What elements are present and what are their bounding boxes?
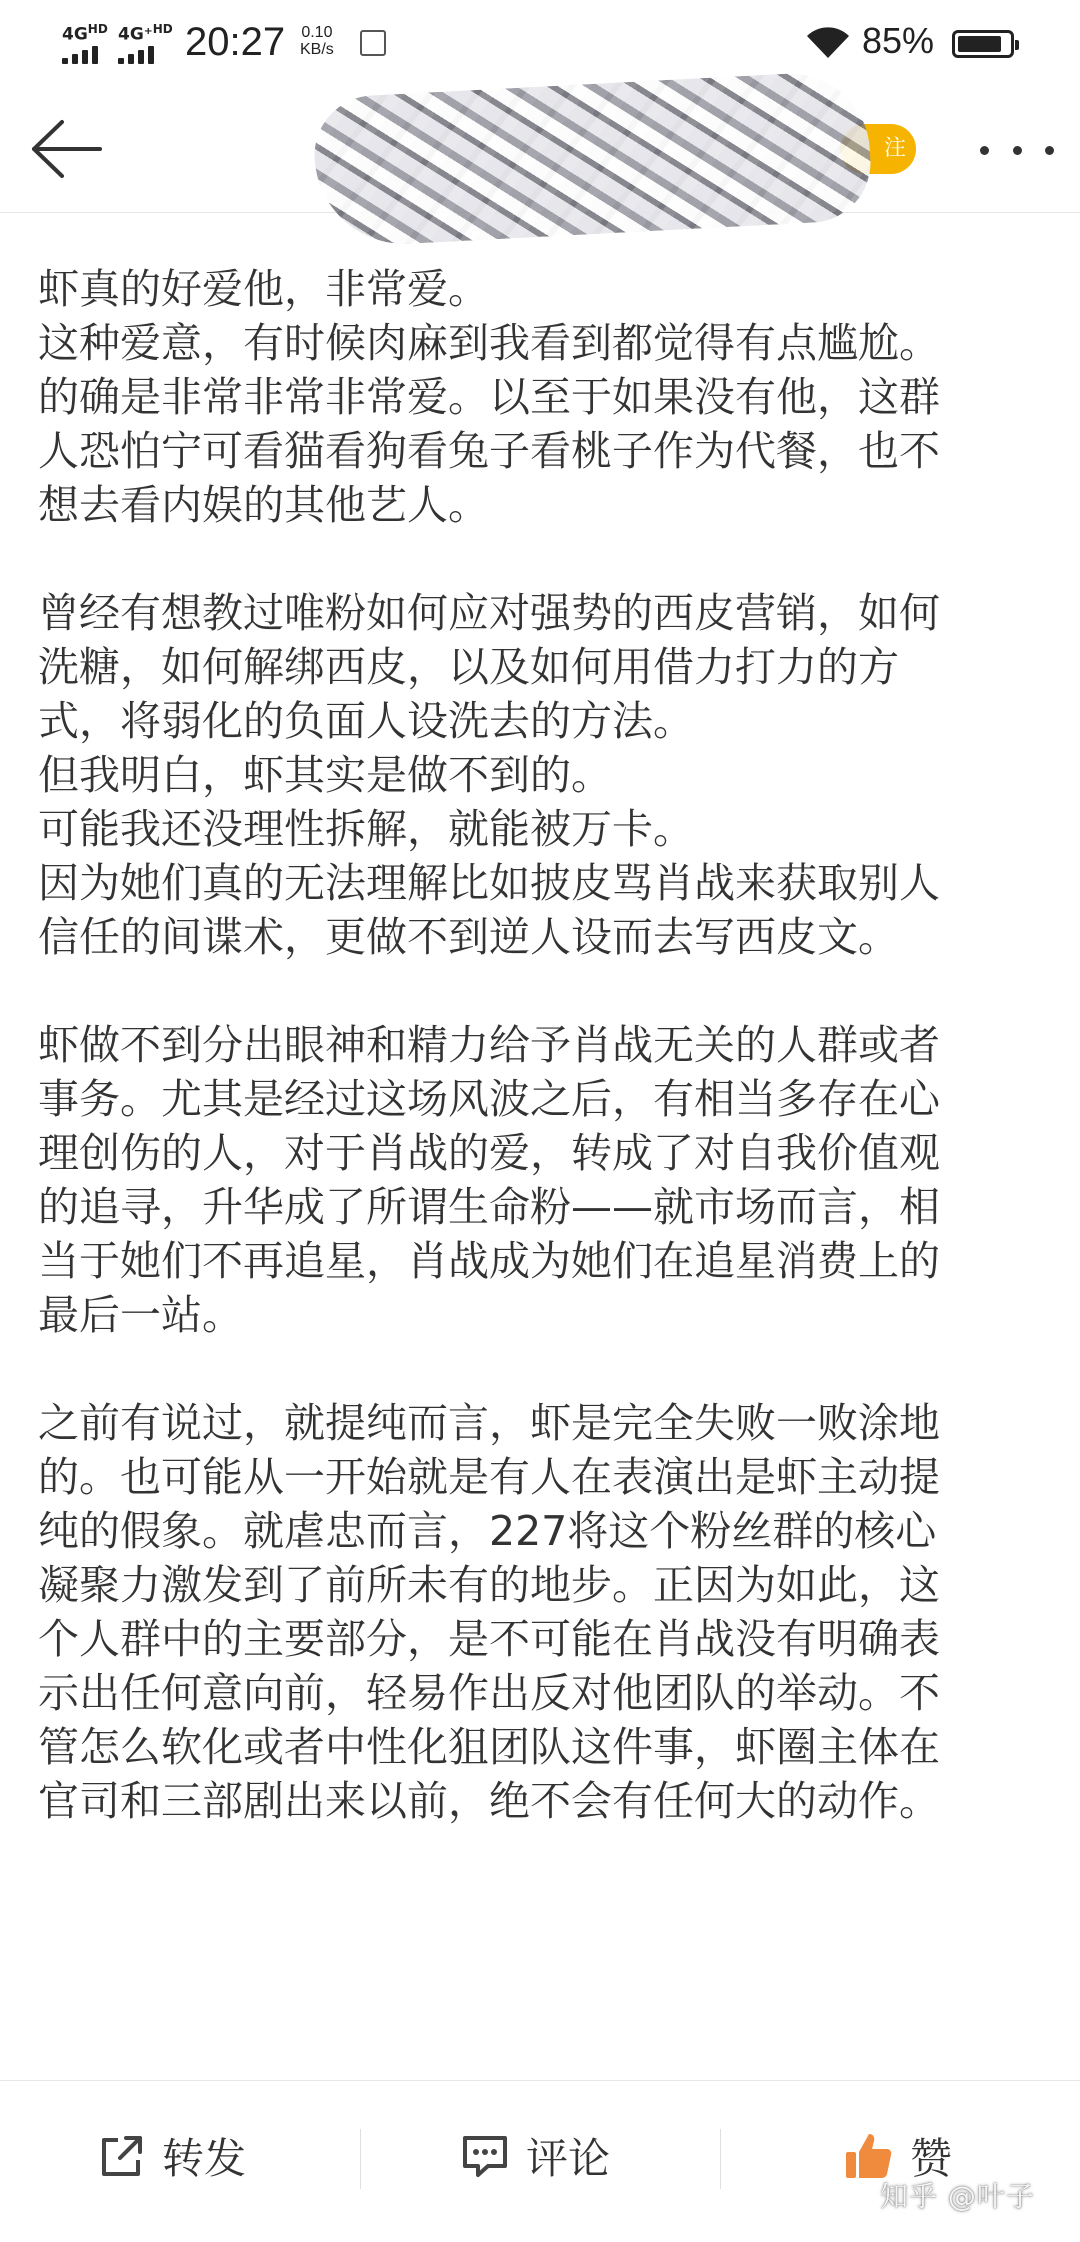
comment-button[interactable]	[460, 2121, 610, 2191]
text-line: 人恐怕宁可看猫看狗看兔子看桃子作为代餐，也不	[38, 427, 940, 475]
signal-indicator-2	[118, 20, 173, 64]
text-line: 凝聚力激发到了前所未有的地步。正因为如此，这	[38, 1561, 940, 1609]
network-type-2: 4G⁺	[118, 24, 153, 45]
dot-icon	[980, 146, 989, 155]
back-button[interactable]	[26, 114, 106, 184]
text-line: 的追寻，升华成了所谓生命粉——就市场而言，相	[38, 1183, 940, 1231]
network-speed-unit: KB/s	[300, 41, 334, 58]
text-line: 因为她们真的无法理解比如披皮骂肖战来获取别人	[38, 859, 940, 907]
text-line: 想去看内娱的其他艺人。	[38, 481, 489, 529]
network-hd-2: HD	[152, 22, 173, 36]
paragraph-4	[38, 1396, 1048, 1828]
dot-icon	[1013, 146, 1022, 155]
text-line: 虾做不到分出眼神和精力给予肖战无关的人群或者	[38, 1021, 940, 1069]
text-line: 最后一站。	[38, 1291, 243, 1339]
repost-label: 转发	[162, 2134, 247, 2183]
follow-button[interactable]: 注	[840, 124, 916, 174]
battery-icon	[952, 30, 1014, 58]
comment-icon	[460, 2132, 510, 2180]
network-type-1: 4G	[62, 24, 88, 45]
text-line: 之前有说过，就提纯而言，虾是完全失败一败涂地	[38, 1399, 940, 1447]
bottom-action-bar	[0, 2080, 1080, 2242]
status-time: 20:27	[185, 20, 286, 64]
paragraph-2	[38, 586, 1048, 964]
signal-bars-icon	[62, 46, 98, 64]
battery-fill	[958, 36, 1001, 52]
signal-bars-icon	[118, 46, 154, 64]
battery-percent: 85%	[862, 20, 935, 61]
text-line: 洗糖，如何解绑西皮，以及如何用借力打力的方	[38, 643, 899, 691]
comment-label: 评论	[526, 2134, 611, 2183]
text-line: 当于她们不再追星，肖战成为她们在追星消费上的	[38, 1237, 940, 1285]
share-icon	[98, 2132, 146, 2180]
text-line: 官司和三部剧出来以前，绝不会有任何大的动作。	[38, 1777, 940, 1825]
text-line: 示出任何意向前，轻易作出反对他团队的举动。不	[38, 1669, 940, 1717]
text-line: 理创伤的人，对于肖战的爱，转成了对自我价值观	[38, 1129, 940, 1177]
censored-profile-area	[311, 70, 873, 249]
text-line: 事务。尤其是经过这场风波之后，有相当多存在心	[38, 1075, 940, 1123]
network-speed	[300, 24, 334, 58]
more-options-button[interactable]	[972, 130, 1062, 170]
signal-indicator-1	[62, 20, 108, 64]
divider	[360, 2129, 361, 2189]
network-hd-1: HD	[87, 22, 108, 36]
text-line: 式，将弱化的负面人设洗去的方法。	[38, 697, 694, 745]
like-label: 赞	[910, 2134, 953, 2183]
text-line: 纯的假象。就虐忠而言，227将这个粉丝群的核心	[38, 1507, 937, 1555]
repost-button[interactable]	[98, 2121, 246, 2191]
text-line: 但我明白，虾其实是做不到的。	[38, 751, 612, 799]
text-line: 曾经有想教过唯粉如何应对强势的西皮营销，如何	[38, 589, 940, 637]
text-line: 个人群中的主要部分，是不可能在肖战没有明确表	[38, 1615, 940, 1663]
paragraph-3	[38, 1018, 1048, 1342]
text-line: 信任的间谍术，更做不到逆人设而去写西皮文。	[38, 913, 899, 961]
article-body	[38, 262, 1048, 1882]
text-line: 可能我还没理性拆解，就能被万卡。	[38, 805, 694, 853]
text-line: 的。也可能从一开始就是有人在表演出是虾主动提	[38, 1453, 940, 1501]
dot-icon	[1045, 146, 1054, 155]
zhihu-watermark: 知乎 @叶子	[880, 2180, 1035, 2213]
text-line: 这种爱意，有时候肉麻到我看到都觉得有点尴尬。	[38, 319, 940, 367]
text-line: 虾真的好爱他，非常爱。	[38, 265, 489, 313]
notification-icon	[360, 30, 386, 56]
network-speed-value: 0.10	[301, 24, 333, 41]
text-line: 的确是非常非常非常爱。以至于如果没有他，这群	[38, 373, 940, 421]
back-arrow-icon	[26, 114, 106, 184]
divider	[720, 2129, 721, 2189]
nav-bar	[0, 84, 1080, 213]
wifi-icon	[803, 22, 853, 62]
paragraph-1	[38, 262, 1048, 532]
status-bar	[0, 0, 1080, 84]
text-line: 管怎么软化或者中性化狙团队这件事，虾圈主体在	[38, 1723, 940, 1771]
